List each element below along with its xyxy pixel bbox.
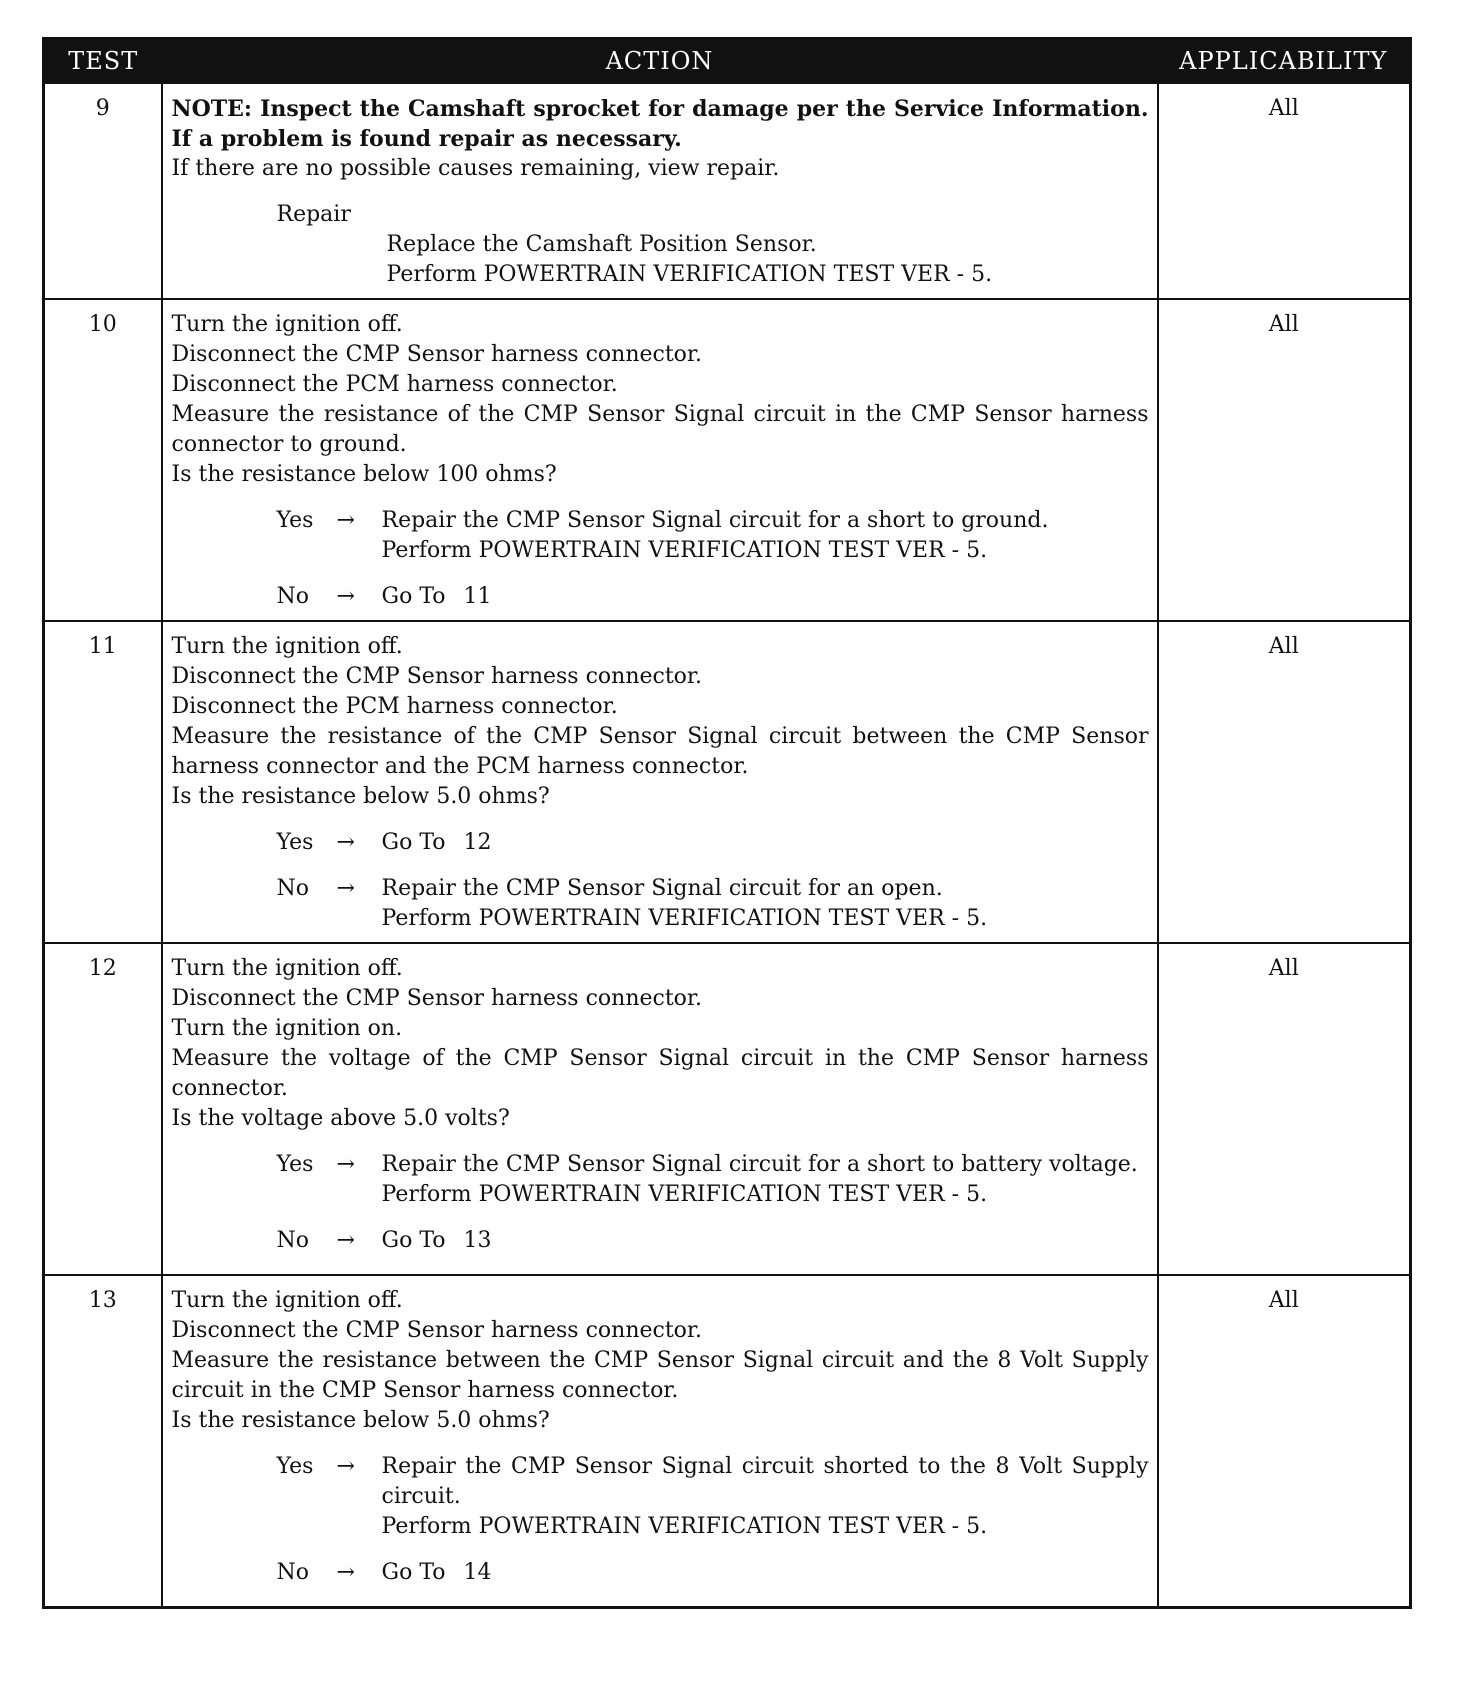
no-branch <box>172 1226 1149 1256</box>
step-text: Disconnect the PCM harness connector. <box>171 372 618 397</box>
step-text: Disconnect the CMP Sensor harness connector. <box>171 986 703 1011</box>
question-text: Is the voltage above 5.0 volts? <box>171 1106 510 1131</box>
question-text: Is the resistance below 5.0 ohms? <box>171 1408 550 1433</box>
branch-line: Perform POWERTRAIN VERIFICATION TEST VER - 5. <box>381 1514 988 1539</box>
arrow-icon: → <box>336 1152 355 1177</box>
step-text: Turn the ignition off. <box>171 1288 403 1313</box>
note-text: NOTE: Inspect the Camshaft sprocket for damage per the Service Information. If a problem is found repair as necessary. <box>171 96 1149 152</box>
test-number: 9 <box>44 83 162 299</box>
branch-text <box>382 828 1149 858</box>
arrow-icon: → <box>336 1228 355 1253</box>
step-text: Turn the ignition off. <box>171 634 403 659</box>
test-number: 10 <box>44 299 162 621</box>
test-number: 12 <box>44 943 162 1275</box>
branch-line: Repair the CMP Sensor Signal circuit for an open. <box>381 876 943 901</box>
action-cell <box>162 1275 1158 1607</box>
header-test: TEST <box>44 39 162 84</box>
goto-target: 11 <box>463 584 492 609</box>
header-applicability: APPLICABILITY <box>1158 39 1411 84</box>
test-row-11 <box>44 621 1411 943</box>
test-row-13 <box>44 1275 1411 1607</box>
action-cell <box>162 299 1158 621</box>
header-row <box>44 39 1411 84</box>
no-branch <box>172 1558 1149 1588</box>
arrow-icon: → <box>336 508 355 533</box>
step-text: Disconnect the CMP Sensor harness connector. <box>171 664 703 689</box>
no-label: No <box>276 876 309 901</box>
goto-target: 12 <box>463 830 492 855</box>
question-text: Is the resistance below 100 ohms? <box>171 462 557 487</box>
test-row-12 <box>44 943 1411 1275</box>
yes-label: Yes <box>276 1454 314 1479</box>
branch-text <box>382 1150 1149 1210</box>
arrow-icon: → <box>336 830 355 855</box>
applicability-value: All <box>1158 1275 1411 1607</box>
applicability-value: All <box>1158 299 1411 621</box>
step-text: If there are no possible causes remaining, view repair. <box>171 156 780 181</box>
header-action: ACTION <box>162 39 1158 84</box>
no-branch <box>172 582 1149 612</box>
branch-text <box>382 1226 1149 1256</box>
no-label: No <box>276 1560 309 1585</box>
applicability-value: All <box>1158 83 1411 299</box>
arrow-icon: → <box>336 876 355 901</box>
yes-branch <box>172 1150 1149 1210</box>
yes-label: Yes <box>276 508 314 533</box>
step-text: Disconnect the CMP Sensor harness connector. <box>171 342 703 367</box>
test-number: 11 <box>44 621 162 943</box>
branches <box>172 1452 1149 1588</box>
goto-text: Go To <box>381 1228 446 1253</box>
branch-text <box>382 874 1149 934</box>
branches <box>172 828 1149 934</box>
branch-line: Repair the CMP Sensor Signal circuit for a short to ground. <box>381 508 1049 533</box>
goto-target: 13 <box>463 1228 492 1253</box>
branches <box>172 1150 1149 1256</box>
arrow-icon: → <box>336 584 355 609</box>
branch-line: Repair the CMP Sensor Signal circuit shorted to the 8 Volt Supply circuit. <box>381 1454 1149 1509</box>
branch-line: Repair the CMP Sensor Signal circuit for a short to battery voltage. <box>381 1152 1138 1177</box>
step-text: Turn the ignition on. <box>171 1016 403 1041</box>
step-text: Disconnect the PCM harness connector. <box>171 694 618 719</box>
branches <box>172 506 1149 612</box>
repair-step: Perform POWERTRAIN VERIFICATION TEST VER - 5. <box>386 262 993 287</box>
diagnostic-test-table <box>42 37 1412 1609</box>
applicability-value: All <box>1158 621 1411 943</box>
test-row-10 <box>44 299 1411 621</box>
step-text: Measure the voltage of the CMP Sensor Signal circuit in the CMP Sensor harness connector. <box>171 1046 1149 1101</box>
repair-label: Repair <box>276 202 351 227</box>
branch-text <box>382 506 1149 566</box>
repair-step: Replace the Camshaft Position Sensor. <box>386 232 817 257</box>
action-cell <box>162 943 1158 1275</box>
branch-line: Perform POWERTRAIN VERIFICATION TEST VER - 5. <box>381 1182 988 1207</box>
yes-branch <box>172 1452 1149 1542</box>
question-text: Is the resistance below 5.0 ohms? <box>171 784 550 809</box>
branch-text <box>382 582 1149 612</box>
step-text: Turn the ignition off. <box>171 312 403 337</box>
yes-label: Yes <box>276 1152 314 1177</box>
test-number: 13 <box>44 1275 162 1607</box>
yes-label: Yes <box>276 830 314 855</box>
goto-text: Go To <box>381 830 446 855</box>
step-text: Turn the ignition off. <box>171 956 403 981</box>
yes-branch <box>172 828 1149 858</box>
applicability-value: All <box>1158 943 1411 1275</box>
goto-text: Go To <box>381 1560 446 1585</box>
branch-text <box>382 1452 1149 1542</box>
step-text: Measure the resistance of the CMP Sensor Signal circuit between the CMP Sensor harness connector and the PCM harness connector. <box>171 724 1149 779</box>
step-text: Disconnect the CMP Sensor harness connector. <box>171 1318 703 1343</box>
goto-text: Go To <box>381 584 446 609</box>
step-text: Measure the resistance of the CMP Sensor Signal circuit in the CMP Sensor harness connector to ground. <box>171 402 1149 457</box>
action-cell <box>162 83 1158 299</box>
no-label: No <box>276 584 309 609</box>
action-cell <box>162 621 1158 943</box>
yes-branch <box>172 506 1149 566</box>
arrow-icon: → <box>336 1560 355 1585</box>
goto-target: 14 <box>463 1560 492 1585</box>
test-row-9 <box>44 83 1411 299</box>
arrow-icon: → <box>336 1454 355 1479</box>
step-text: Measure the resistance between the CMP Sensor Signal circuit and the 8 Volt Supply circuit in the CMP Sensor harness connector. <box>171 1348 1149 1403</box>
branch-line: Perform POWERTRAIN VERIFICATION TEST VER - 5. <box>381 538 988 563</box>
no-branch <box>172 874 1149 934</box>
no-label: No <box>276 1228 309 1253</box>
branch-line: Perform POWERTRAIN VERIFICATION TEST VER - 5. <box>381 906 988 931</box>
branch-text <box>382 1558 1149 1588</box>
